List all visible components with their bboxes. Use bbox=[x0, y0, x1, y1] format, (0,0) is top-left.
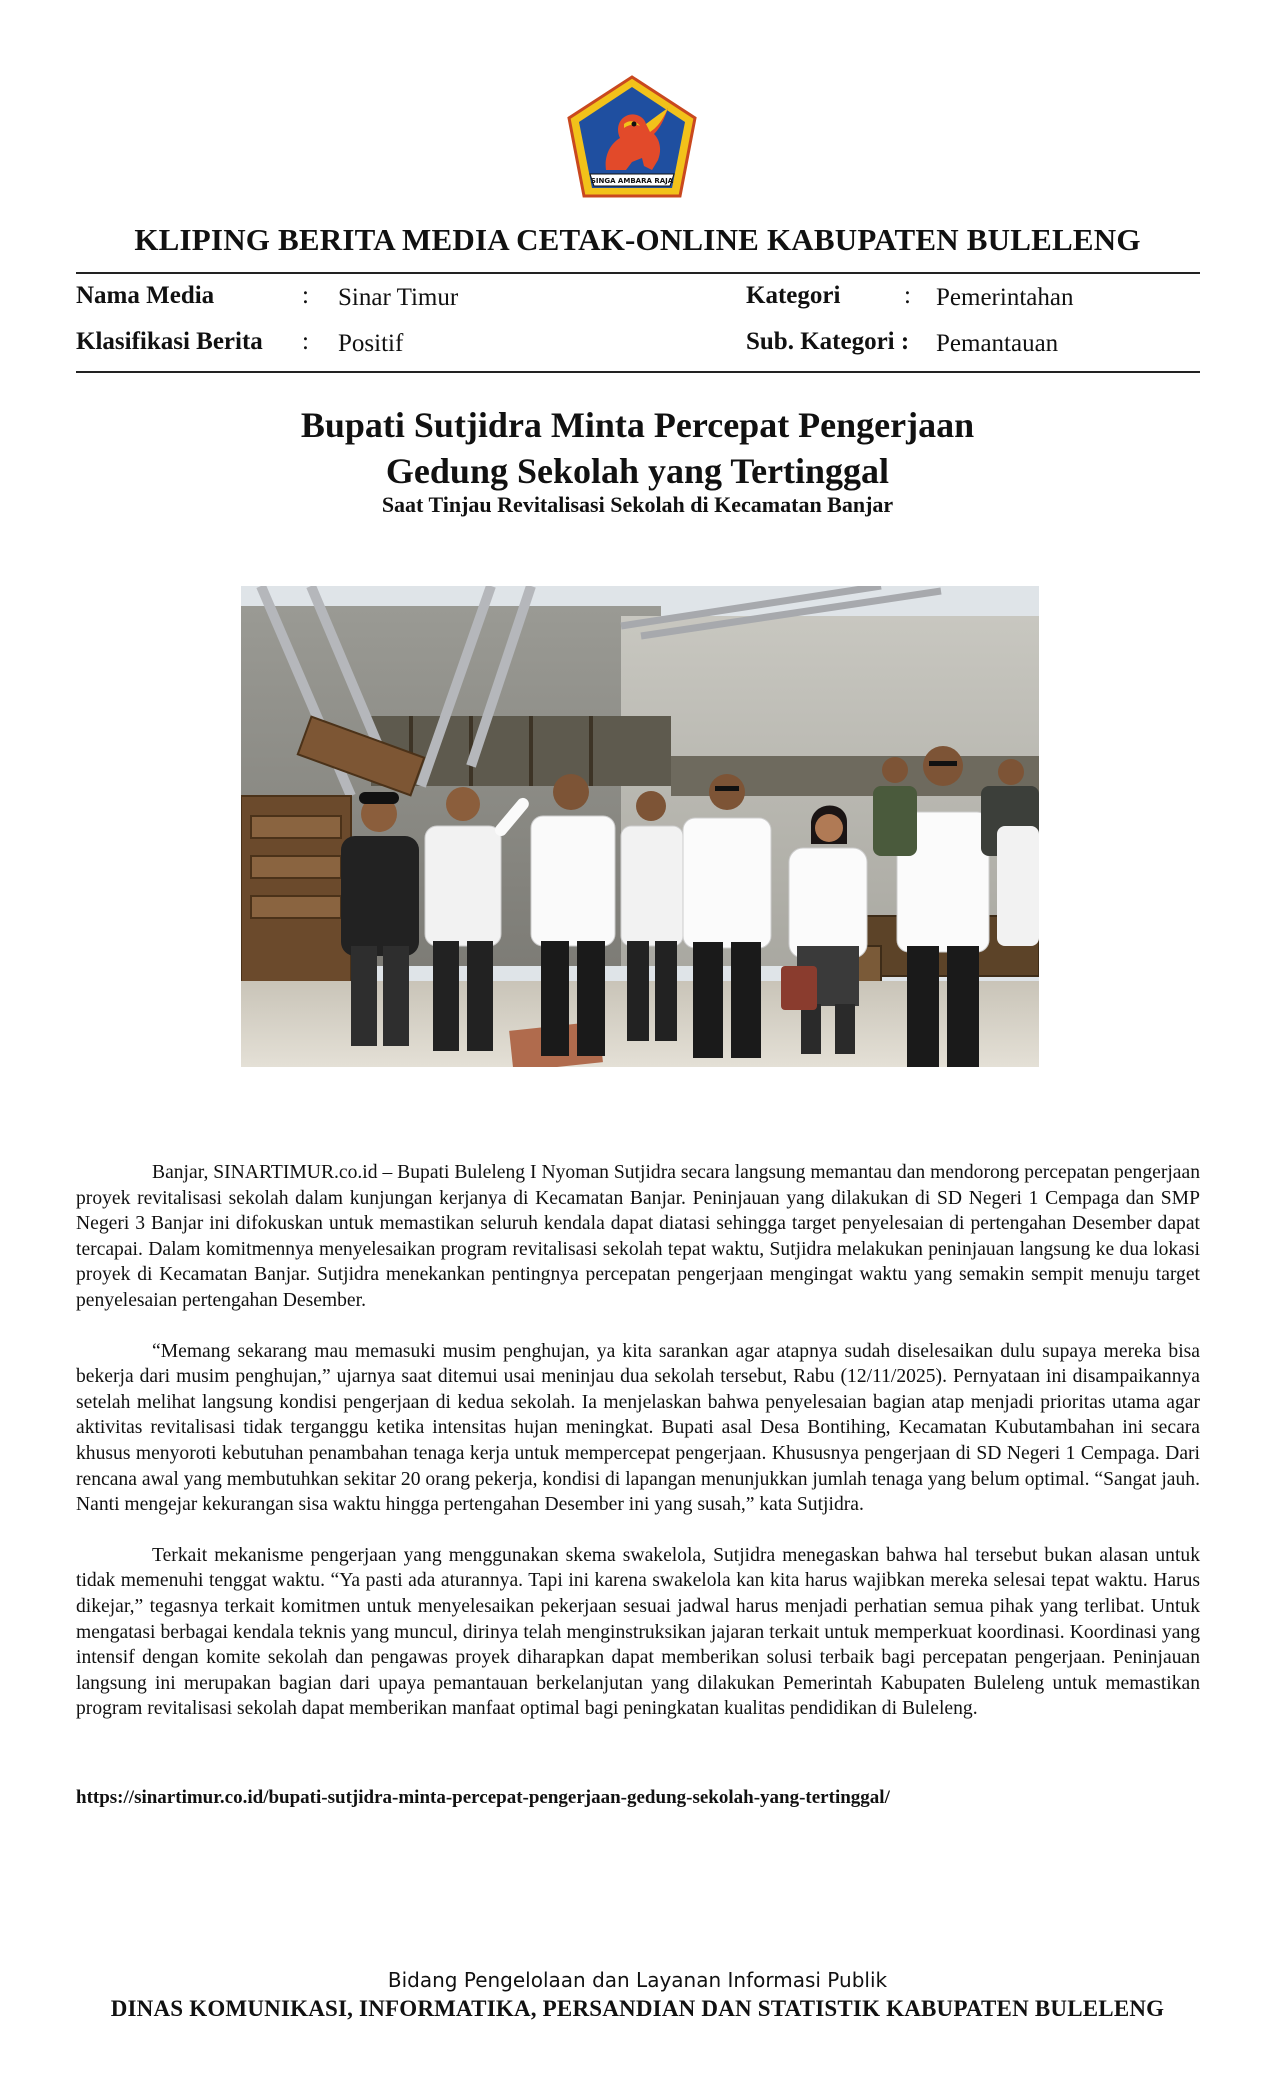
logo-motto: SINGA AMBARA RAJA bbox=[590, 177, 674, 185]
news-classification-value: Positif bbox=[338, 330, 404, 357]
category-label: Kategori bbox=[746, 282, 841, 309]
category-separator: : bbox=[904, 282, 911, 309]
article-photo bbox=[241, 586, 1039, 1067]
category-value: Pemerintahan bbox=[936, 284, 1074, 311]
header-divider-top bbox=[76, 272, 1200, 274]
news-classification-separator: : bbox=[302, 328, 309, 355]
media-name-value: Sinar Timur bbox=[338, 284, 459, 311]
article-body bbox=[76, 1160, 1200, 1747]
media-name-label: Nama Media bbox=[76, 282, 215, 309]
article-paragraph-1: Banjar, SINARTIMUR.co.id – Bupati Buleleng I Nyoman Sutjidra secara langsung memantau dan mendorong percepatan pengerjaan proyek revitalisasi sekolah dalam kunjungan kerjanya di Kecamatan Banjar. Peninjauan yang dilakukan di SD Negeri 1 Cempaga dan SMP Negeri 3 Banjar ini difokuskan untuk memastikan seluruh kendala dapat diatasi sehingga target penyelesaian di pertengahan Desember dapat tercapai. Dalam komitmennya menyelesaikan program revitalisasi sekolah tepat waktu, Sutjidra melakukan peninjauan langsung ke dua lokasi proyek di Kecamatan Banjar. Sutjidra menekankan pentingnya percepatan pengerjaan mengingat waktu yang semakin sempit menuju target penyelesaian pertengahan Desember. bbox=[76, 1162, 1200, 1311]
article-paragraph-2: “Memang sekarang mau memasuki musim penghujan, ya kita sarankan agar atapnya sudah diselesaikan dulu supaya mereka bisa bekerja dari musim penghujan,” ujarnya saat ditemui usai meninjau dua sekolah tersebut, Rabu (12/11/2025). Pernyataan ini disampaikannya setelah melihat langsung kondisi pengerjaan di kedua sekolah. Ia menjelaskan bahwa penyelesaian bagian atap menjadi prioritas utama agar aktivitas revitalisasi tidak terganggu ketika intensitas hujan meningkat. Bupati asal Desa Bontihing, Kecamatan Kubutambahan ini secara khusus menyoroti kebutuhan penambahan tenaga kerja untuk mempercepat pengerjaan. Khususnya pengerjaan di SD Negeri 1 Cempaga. Dari rencana awal yang membutuhkan sekitar 20 orang pekerja, kondisi di lapangan menunjukkan jumlah tenaga yang belum optimal. “Sangat jauh. Nanti mengejar kekurangan sisa waktu hingga pertengahan Desember ini yang susah,” kata Sutjidra. bbox=[76, 1340, 1200, 1516]
article-title-line-2: Gedung Sekolah yang Tertinggal bbox=[385, 451, 890, 491]
article-title bbox=[0, 402, 1275, 494]
subcategory-label: Sub. Kategori : bbox=[746, 328, 910, 355]
article-paragraph-3: Terkait mekanisme pengerjaan yang menggunakan skema swakelola, Sutjidra menegaskan bahwa hal tersebut bukan alasan untuk tidak memenuhi tenggat waktu. “Ya pasti ada aturannya. Tapi ini karena swakelola kan kita harus wajibkan mereka selesai tepat waktu. Harus dikejar,” tegasnya terkait komitmen untuk menyelesaikan pekerjaan sesuai jadwal harus menjadi perhatian semua pihak yang terlibat. Untuk mengatasi berbagai kendala teknis yang muncul, dirinya telah menginstruksikan jajaran terkait untuk memperkuat koordinasi. Koordinasi yang intensif dengan komite sekolah dan pengawas proyek diharapkan dapat memberikan solusi terbaik bagi percepatan pengerjaan. Peninjauan langsung ini merupakan bagian dari upaya pemantauan berkelanjutan yang dilakukan Pemerintah Kabupaten Buleleng untuk memastikan program revitalisasi sekolah dapat memberikan manfaat optimal bagi peningkatan kualitas pendidikan di Buleleng. bbox=[76, 1544, 1200, 1720]
footer-agency: DINAS KOMUNIKASI, INFORMATIKA, PERSANDIAN DAN STATISTIK KABUPATEN BULELENG bbox=[110, 1996, 1165, 2021]
kabupaten-buleleng-logo bbox=[564, 74, 700, 200]
media-name-separator: : bbox=[302, 282, 309, 309]
header-divider-bottom bbox=[76, 371, 1200, 373]
news-classification-label: Klasifikasi Berita bbox=[76, 328, 263, 355]
article-title-line-1: Bupati Sutjidra Minta Percepat Pengerjaan bbox=[300, 405, 975, 445]
footer-division: Bidang Pengelolaan dan Layanan Informasi Publik bbox=[387, 1968, 888, 1992]
source-link[interactable]: https://sinartimur.co.id/bupati-sutjidra-minta-percepat-pengerjaan-gedung-sekolah-yang-tertinggal/ bbox=[76, 1787, 890, 1808]
article-subtitle: Saat Tinjau Revitalisasi Sekolah di Kecamatan Banjar bbox=[381, 492, 894, 517]
subcategory-value: Pemantauan bbox=[936, 330, 1059, 357]
clipping-header-title: KLIPING BERITA MEDIA CETAK-ONLINE KABUPATEN BULELENG bbox=[134, 222, 1141, 257]
